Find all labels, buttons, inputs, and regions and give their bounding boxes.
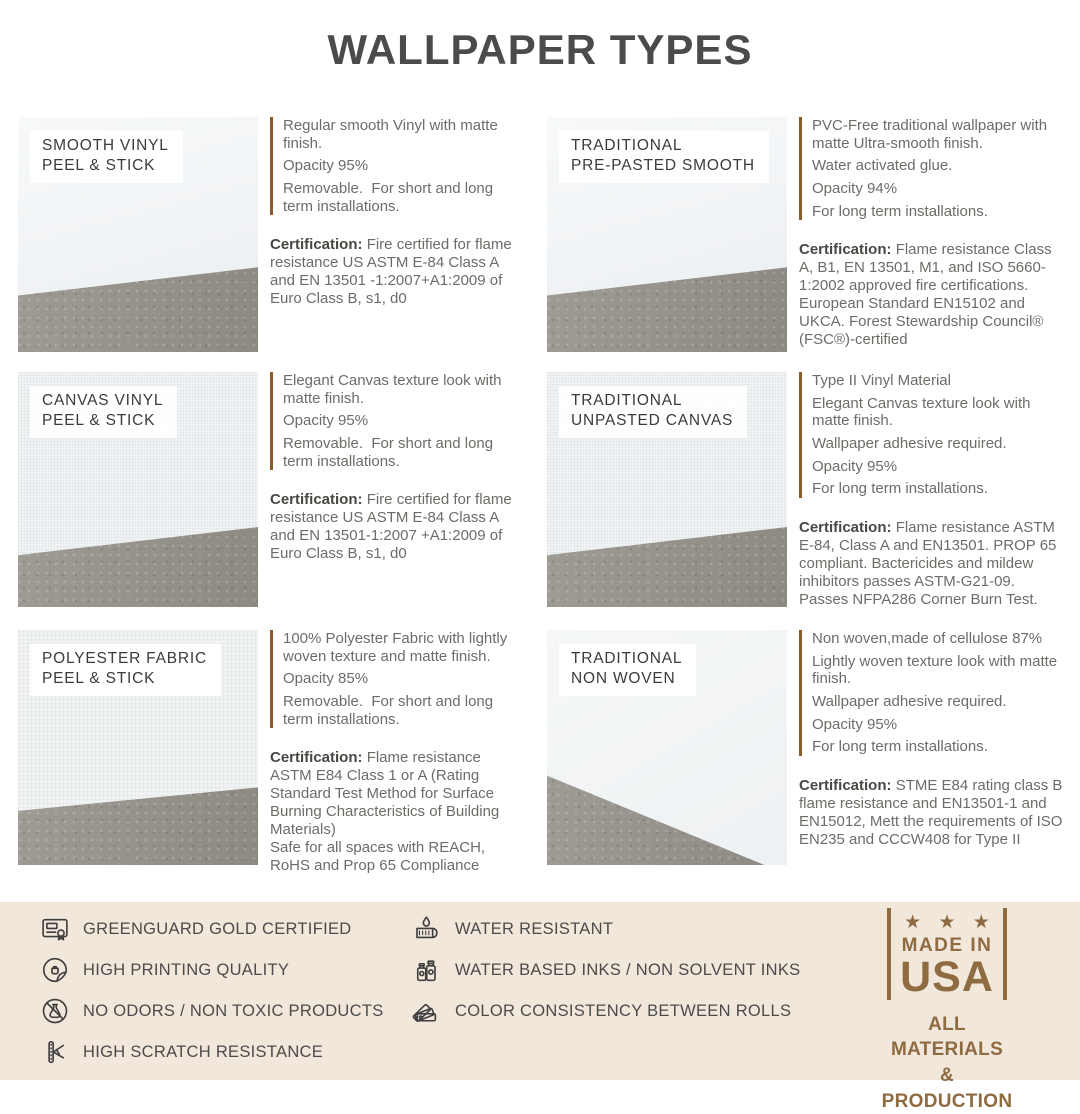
- card-non-woven: [547, 630, 1065, 865]
- sample-description: [799, 630, 1065, 756]
- desc-line: Removable. For short and long term installations.: [283, 180, 494, 215]
- wallpaper-sample-photo: [18, 630, 258, 865]
- desc-line: 100% Polyester Fabric with lightly woven texture and matte finish.: [283, 630, 508, 665]
- feature-scratch-resistance: [40, 1037, 384, 1067]
- sample-label-line2: NON WOVEN: [571, 670, 676, 688]
- card-canvas-vinyl: [18, 372, 525, 607]
- certification-extra-text: Safe for all spaces with REACH, RoHS and Prop 65 Compliance: [270, 839, 486, 875]
- desc-line: Opacity 95%: [283, 412, 369, 430]
- sample-label: [30, 386, 177, 438]
- made-in-usa-frame: [887, 908, 1007, 1000]
- sample-label-line1: TRADITIONAL: [571, 137, 683, 154]
- sample-label-line2: UNPASTED CANVAS: [571, 412, 734, 430]
- sample-label: [30, 644, 221, 696]
- sample-info: [799, 630, 1065, 849]
- badge-subtitle-line1: ALL MATERIALS: [890, 1013, 1004, 1061]
- color-consistency-icon: [412, 996, 442, 1026]
- sample-description: [270, 630, 525, 728]
- desc-line: For long term installations.: [812, 738, 988, 756]
- water-resistant-icon: [412, 914, 442, 944]
- sample-description: [270, 372, 525, 470]
- scratch-resistance-icon: [40, 1037, 70, 1067]
- feature-label: NO ODORS / NON TOXIC PRODUCTS: [83, 1001, 384, 1020]
- sample-label: [30, 131, 183, 183]
- sample-description: [799, 117, 1065, 220]
- certification-label: Certification:: [799, 777, 892, 795]
- desc-line: For long term installations.: [812, 202, 988, 220]
- desc-line: Opacity 95%: [812, 457, 898, 475]
- certification-label: Certification:: [799, 519, 892, 537]
- certification-text: Certification: STME E84 rating class B flame resistance and EN13501-1 and EN15012, Mett the requirements of ISO EN235 and CCCW408 for Type II: [799, 777, 1063, 849]
- sample-label-line1: SMOOTH VINYL: [42, 137, 169, 154]
- sample-label: [559, 131, 769, 183]
- desc-line: For long term installations.: [812, 480, 988, 498]
- certification-text: Certification: Fire certified for flame resistance US ASTM E-84 Class A and EN 13501 -1:2007+A1:2009 of Euro Class B, s1, d0: [270, 236, 512, 308]
- desc-line: PVC-Free traditional wallpaper with matte Ultra-smooth finish.: [812, 117, 1048, 152]
- feature-label: WATER BASED INKS / NON SOLVENT INKS: [455, 960, 801, 979]
- badge-made-in-text: MADE IN: [901, 935, 993, 956]
- sample-label: [559, 644, 696, 696]
- desc-line: Elegant Canvas texture look with matte finish.: [812, 394, 1031, 430]
- sample-label-line1: POLYESTER FABRIC: [42, 650, 207, 667]
- water-based-inks-icon: [412, 955, 442, 985]
- card-polyester-fabric: [18, 630, 525, 875]
- wallpaper-sample-photo: [547, 630, 787, 865]
- certificate-icon: [40, 914, 70, 944]
- certification-label: Certification:: [799, 241, 892, 259]
- feature-label: HIGH PRINTING QUALITY: [83, 960, 290, 979]
- feature-water-based-inks: [412, 955, 800, 985]
- sample-label-line1: CANVAS VINYL: [42, 392, 164, 409]
- footer-left-list: [40, 914, 384, 1067]
- desc-line: Regular smooth Vinyl with matte finish.: [283, 117, 498, 152]
- sample-label-line2: PEEL & STICK: [42, 412, 156, 430]
- certification-text: Certification: Flame resistance ASTM E-84, Class A and EN13501. PROP 65 compliant. Bactericides and mildew inhibitors passes ASTM-G21-09. Passes NFPA286 Corner Burn Test.: [799, 519, 1057, 609]
- desc-line: Removable. For short and long term installations.: [283, 435, 494, 470]
- desc-line: Opacity 85%: [283, 670, 369, 688]
- badge-usa-text: USA: [900, 953, 994, 1001]
- feature-color-consistency: [412, 996, 800, 1026]
- made-in-usa-badge: [872, 908, 1022, 1114]
- certification-text: Certification: Flame resistance ASTM E84 Class 1 or A (Rating Standard Test Method for Surface Burning Characteristics of Building Materials): [270, 749, 500, 839]
- wallpaper-sample-photo: [547, 117, 787, 352]
- certification-text: Certification: Flame resistance Class A, B1, EN 13501, M1, and ISO 5660-1:2002 approved fire certifications. European Standard EN15102 and UKCA. Forest Stewardship Council® (FSC®)-certified: [799, 241, 1052, 349]
- certification-text: Certification: Fire certified for flame resistance US ASTM E-84 Class A and EN 13501-1:2007 +A1:2009 of Euro Class B, s1, d0: [270, 491, 512, 563]
- feature-print-quality: [40, 955, 384, 985]
- feature-label: COLOR CONSISTENCY BETWEEN ROLLS: [455, 1001, 792, 1020]
- desc-line: Opacity 95%: [812, 715, 898, 733]
- desc-line: Opacity 95%: [283, 157, 369, 175]
- sample-label-line2: PEEL & STICK: [42, 670, 156, 688]
- sample-info: [270, 372, 525, 563]
- sample-info: [270, 117, 525, 308]
- desc-line: Removable. For short and long term installations.: [283, 693, 494, 728]
- desc-line: Elegant Canvas texture look with matte finish.: [283, 372, 502, 407]
- wallpaper-sample-photo: [18, 372, 258, 607]
- print-quality-icon: [40, 955, 70, 985]
- desc-line: Opacity 94%: [812, 180, 898, 198]
- card-smooth-vinyl: [18, 117, 525, 352]
- feature-no-odors: [40, 996, 384, 1026]
- sample-info: [270, 630, 525, 875]
- desc-line: Wallpaper adhesive required.: [812, 435, 1007, 453]
- badge-subtitle-line2: & PRODUCTION: [881, 1065, 1013, 1112]
- certification-label: Certification:: [270, 236, 363, 254]
- no-odor-icon: [40, 996, 70, 1026]
- desc-line: Wallpaper adhesive required.: [812, 693, 1007, 711]
- feature-greenguard: [40, 914, 384, 944]
- footer-middle-list: [412, 914, 800, 1026]
- card-unpasted-canvas: [547, 372, 1065, 609]
- feature-label: HIGH SCRATCH RESISTANCE: [83, 1042, 324, 1061]
- sample-label-line1: TRADITIONAL: [571, 392, 683, 409]
- page-title: WALLPAPER TYPES: [327, 26, 753, 73]
- wallpaper-sample-photo: [18, 117, 258, 352]
- sample-label-line2: PEEL & STICK: [42, 157, 156, 175]
- desc-line: Water activated glue.: [812, 157, 953, 175]
- certification-label: Certification:: [270, 749, 363, 767]
- badge-subtitle: [872, 1012, 1022, 1114]
- sample-info: [799, 372, 1065, 609]
- desc-line: Type II Vinyl Material: [812, 372, 951, 389]
- card-prepasted-smooth: [547, 117, 1065, 352]
- features-footer: [0, 902, 1080, 1112]
- feature-label: WATER RESISTANT: [455, 919, 614, 938]
- feature-label: GREENGUARD GOLD CERTIFIED: [83, 919, 352, 938]
- stars-icon: ★ ★ ★: [904, 912, 996, 933]
- certification-label: Certification:: [270, 491, 363, 509]
- sample-description: [799, 372, 1065, 498]
- feature-water-resistant: [412, 914, 800, 944]
- desc-line: Lightly woven texture look with matte finish.: [812, 652, 1058, 688]
- desc-line: Non woven,made of cellulose 87%: [812, 630, 1043, 647]
- sample-label: [559, 386, 747, 438]
- sample-label-line1: TRADITIONAL: [571, 650, 683, 667]
- sample-info: [799, 117, 1065, 349]
- wallpaper-sample-photo: [547, 372, 787, 607]
- sample-label-line2: PRE-PASTED SMOOTH: [571, 157, 755, 175]
- sample-description: [270, 117, 525, 215]
